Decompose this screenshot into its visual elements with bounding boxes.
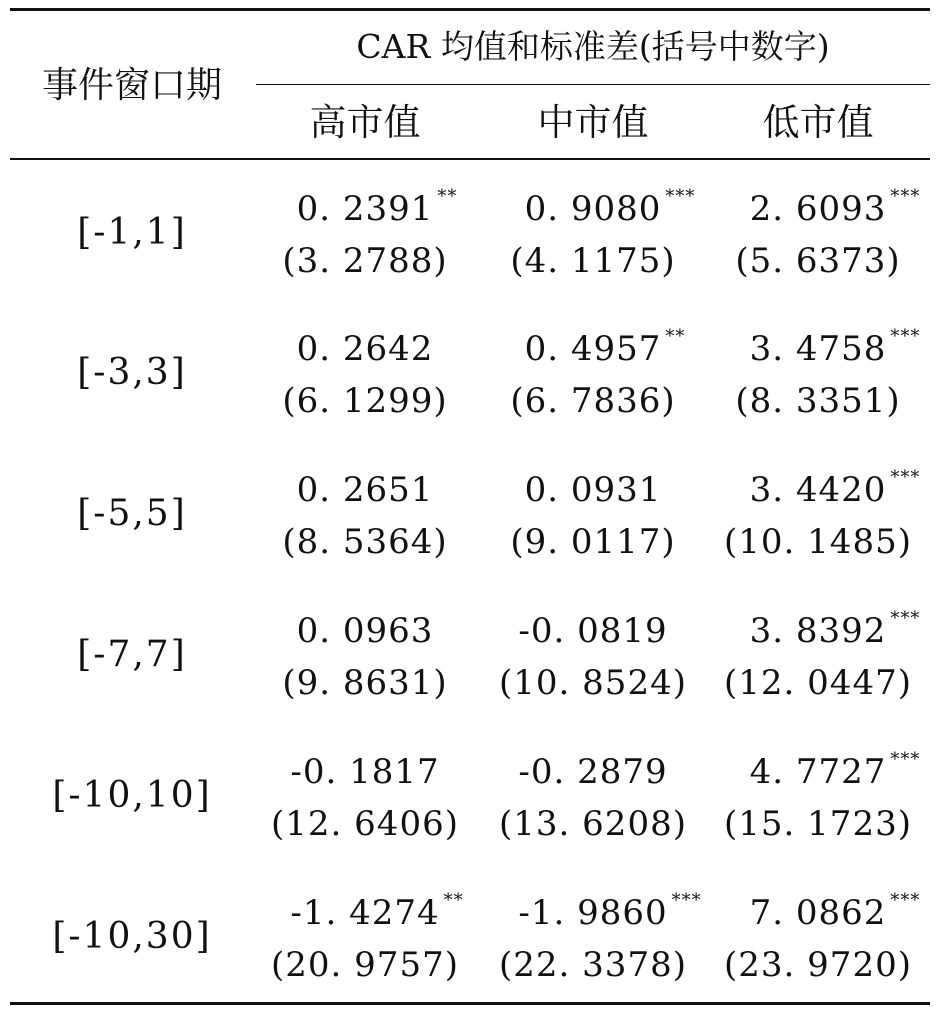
significance-stars: *** — [890, 326, 921, 347]
mean-value: -0. 1817 — [290, 752, 440, 792]
mean-value: 4. 7727 *** — [749, 749, 921, 792]
significance-stars: *** — [890, 608, 921, 629]
row-window-label: [-10,10] — [52, 775, 212, 816]
table-bottom-rule — [10, 1002, 930, 1005]
mean-value: 7. 0862 *** — [749, 890, 921, 933]
std-dev-value: (6. 1299) — [282, 381, 448, 421]
mean-value: 3. 4420 *** — [749, 467, 921, 510]
std-dev-value: (20. 9757) — [271, 945, 459, 985]
header-mid-cap: 中市值 — [537, 101, 649, 144]
std-dev-value: (9. 0117) — [510, 522, 676, 562]
header-low-cap: 低市值 — [762, 101, 874, 144]
std-dev-value: (12. 6406) — [271, 804, 459, 844]
std-dev-value: (8. 3351) — [735, 381, 901, 421]
significance-stars: *** — [890, 890, 921, 911]
row-window-label: [-1,1] — [77, 212, 187, 253]
mean-value: -0. 2879 — [518, 752, 668, 792]
std-dev-value: (6. 7836) — [510, 381, 676, 421]
mean-value: -0. 0819 — [518, 611, 668, 651]
mean-value: 3. 4758 *** — [749, 326, 921, 369]
std-dev-value: (10. 1485) — [724, 522, 912, 562]
mean-value: 0. 9080 *** — [524, 186, 696, 229]
std-dev-value: (23. 9720) — [724, 945, 912, 985]
header-car-mean-sd: CAR 均值和标准差(括号中数字) — [356, 27, 830, 66]
mean-value: 3. 8392 *** — [749, 608, 921, 651]
mean-value: 0. 0963 — [296, 611, 434, 651]
std-dev-value: (15. 1723) — [724, 804, 912, 844]
header-high-cap: 高市值 — [309, 101, 421, 144]
std-dev-value: (9. 8631) — [282, 663, 448, 703]
mean-value: -1. 9860 *** — [518, 890, 702, 933]
mean-value: 0. 2642 — [296, 329, 434, 369]
mean-value: 0. 4957 ** — [524, 326, 686, 369]
car-header-rule — [256, 84, 930, 85]
mean-value: 2. 6093 *** — [749, 186, 921, 229]
std-dev-value: (5. 6373) — [735, 241, 901, 281]
std-dev-value: (10. 8524) — [499, 663, 687, 703]
row-window-label: [-10,30] — [52, 916, 212, 957]
std-dev-value: (22. 3378) — [499, 945, 687, 985]
significance-stars: *** — [890, 186, 921, 207]
mean-value: -1. 4274 ** — [290, 890, 464, 933]
row-window-label: [-5,5] — [77, 493, 187, 534]
mean-value: 0. 2391 ** — [296, 186, 458, 229]
std-dev-value: (3. 2788) — [282, 241, 448, 281]
significance-stars: ** — [665, 326, 686, 347]
significance-stars: *** — [890, 467, 921, 488]
std-dev-value: (12. 0447) — [724, 663, 912, 703]
significance-stars: *** — [890, 749, 921, 770]
significance-stars: *** — [671, 890, 702, 911]
mean-value: 0. 0931 — [524, 470, 662, 510]
significance-stars: ** — [437, 186, 458, 207]
mean-value: 0. 2651 — [296, 470, 434, 510]
significance-stars: ** — [443, 890, 464, 911]
std-dev-value: (8. 5364) — [282, 522, 448, 562]
header-event-window: 事件窗口期 — [41, 65, 223, 106]
table-header-rule — [10, 158, 930, 160]
row-window-label: [-7,7] — [77, 634, 187, 675]
std-dev-value: (4. 1175) — [510, 241, 676, 281]
row-window-label: [-3,3] — [77, 352, 187, 393]
significance-stars: *** — [665, 186, 696, 207]
table-top-rule — [10, 8, 930, 11]
std-dev-value: (13. 6208) — [499, 804, 687, 844]
